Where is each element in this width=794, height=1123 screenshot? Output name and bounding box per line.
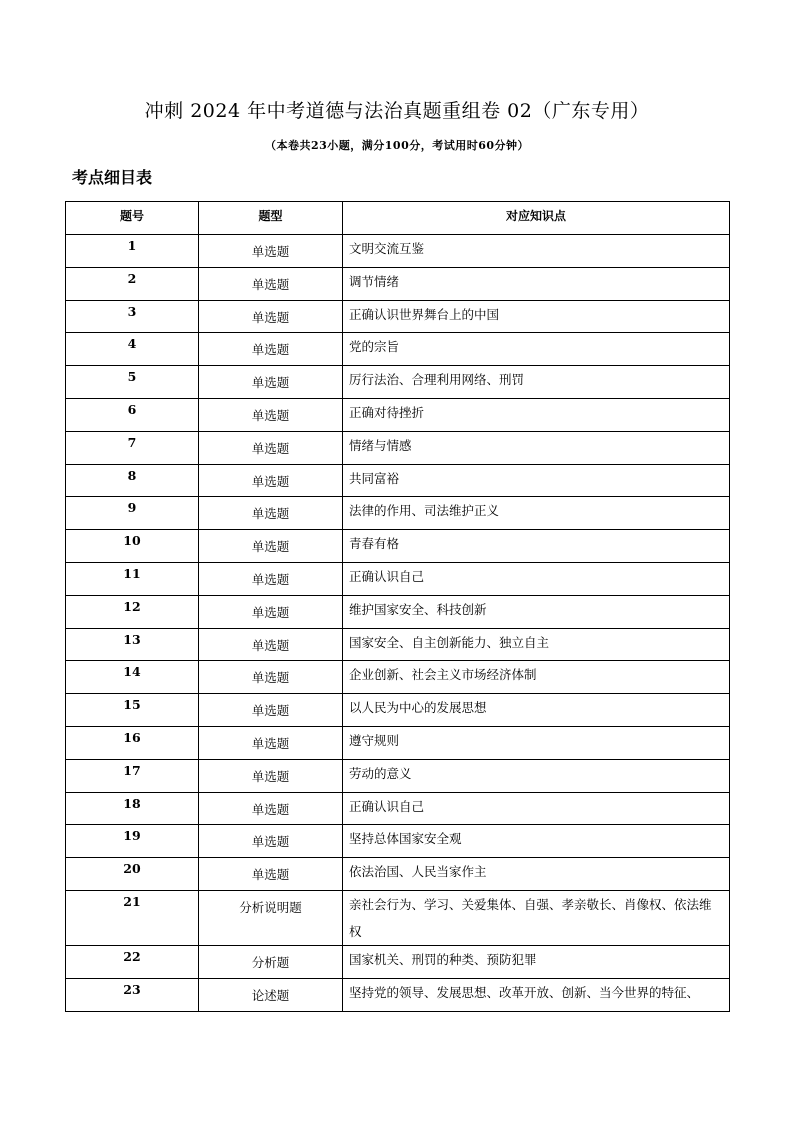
knowledge-point: 正确对待挫折 (343, 398, 730, 431)
table-row (66, 497, 730, 530)
question-number: 13 (66, 628, 199, 661)
table-row (66, 300, 730, 333)
knowledge-point: 正确认识世界舞台上的中国 (343, 300, 730, 333)
knowledge-point: 正确认识自己 (343, 792, 730, 825)
question-number: 14 (66, 661, 199, 694)
question-number: 7 (66, 431, 199, 464)
table-row (66, 267, 730, 300)
header-knowledge-point: 对应知识点 (343, 202, 730, 235)
knowledge-point: 情绪与情感 (343, 431, 730, 464)
table-row (66, 595, 730, 628)
table-row (66, 661, 730, 694)
table-row (66, 431, 730, 464)
knowledge-point: 劳动的意义 (343, 759, 730, 792)
question-type: 单选题 (199, 497, 343, 530)
knowledge-point: 青春有格 (343, 530, 730, 563)
knowledge-point: 以人民为中心的发展思想 (343, 694, 730, 727)
knowledge-point: 国家安全、自主创新能力、独立自主 (343, 628, 730, 661)
question-number: 20 (66, 858, 199, 891)
table-row (66, 825, 730, 858)
question-type: 单选题 (199, 530, 343, 563)
header-question-number: 题号 (66, 202, 199, 235)
page-title: 冲刺 2024 年中考道德与法治真题重组卷 02（广东专用） (144, 100, 650, 122)
question-type: 单选题 (199, 235, 343, 268)
question-number: 11 (66, 562, 199, 595)
question-type: 单选题 (199, 825, 343, 858)
table-row (66, 562, 730, 595)
question-type: 单选题 (199, 694, 343, 727)
question-number: 10 (66, 530, 199, 563)
knowledge-point: 厉行法治、合理利用网络、刑罚 (343, 366, 730, 399)
knowledge-point: 党的宗旨 (343, 333, 730, 366)
section-heading: 考点细目表 (72, 168, 153, 187)
knowledge-point: 文明交流互鉴 (343, 235, 730, 268)
question-type: 单选题 (199, 661, 343, 694)
question-number: 22 (66, 945, 199, 978)
knowledge-point: 坚持党的领导、发展思想、改革开放、创新、当今世界的特征、 (343, 978, 730, 1011)
knowledge-point: 坚持总体国家安全观 (343, 825, 730, 858)
knowledge-point: 调节情绪 (343, 267, 730, 300)
question-type: 单选题 (199, 759, 343, 792)
question-number: 3 (66, 300, 199, 333)
table-row (66, 235, 730, 268)
question-type: 单选题 (199, 858, 343, 891)
question-type: 单选题 (199, 333, 343, 366)
header-question-type: 题型 (199, 202, 343, 235)
table-row (66, 694, 730, 727)
question-number: 17 (66, 759, 199, 792)
question-type: 单选题 (199, 464, 343, 497)
question-number: 2 (66, 267, 199, 300)
question-type: 单选题 (199, 595, 343, 628)
table-row (66, 726, 730, 759)
question-type: 分析题 (199, 945, 343, 978)
knowledge-point-table (65, 201, 730, 1012)
question-number: 4 (66, 333, 199, 366)
question-number: 21 (66, 890, 199, 945)
knowledge-point: 企业创新、社会主义市场经济体制 (343, 661, 730, 694)
question-number: 9 (66, 497, 199, 530)
table-row (66, 366, 730, 399)
question-type: 单选题 (199, 792, 343, 825)
question-number: 12 (66, 595, 199, 628)
table-row (66, 333, 730, 366)
question-type: 单选题 (199, 366, 343, 399)
knowledge-point: 法律的作用、司法维护正义 (343, 497, 730, 530)
question-number: 8 (66, 464, 199, 497)
knowledge-point: 依法治国、人民当家作主 (343, 858, 730, 891)
knowledge-point: 国家机关、刑罚的种类、预防犯罪 (343, 945, 730, 978)
question-type: 单选题 (199, 398, 343, 431)
table-row (66, 858, 730, 891)
table-row (66, 792, 730, 825)
question-number: 5 (66, 366, 199, 399)
question-type: 论述题 (199, 978, 343, 1011)
table-row (66, 530, 730, 563)
question-type: 单选题 (199, 726, 343, 759)
question-type: 单选题 (199, 267, 343, 300)
question-type: 分析说明题 (199, 890, 343, 945)
knowledge-point: 遵守规则 (343, 726, 730, 759)
question-type: 单选题 (199, 628, 343, 661)
knowledge-point: 亲社会行为、学习、关爱集体、自强、孝亲敬长、肖像权、依法维权 (343, 890, 730, 945)
table-row (66, 464, 730, 497)
question-number: 19 (66, 825, 199, 858)
knowledge-point: 维护国家安全、科技创新 (343, 595, 730, 628)
knowledge-point: 共同富裕 (343, 464, 730, 497)
question-number: 1 (66, 235, 199, 268)
page-subtitle: （本卷共23小题，满分100分，考试用时60分钟） (264, 139, 530, 152)
table-row (66, 759, 730, 792)
question-number: 6 (66, 398, 199, 431)
question-number: 23 (66, 978, 199, 1011)
table-row (66, 978, 730, 1011)
table-header-row (66, 202, 730, 235)
table-row (66, 628, 730, 661)
table-row (66, 945, 730, 978)
table-row (66, 890, 730, 945)
question-number: 16 (66, 726, 199, 759)
question-number: 15 (66, 694, 199, 727)
table-row (66, 398, 730, 431)
question-type: 单选题 (199, 431, 343, 464)
question-type: 单选题 (199, 300, 343, 333)
knowledge-point: 正确认识自己 (343, 562, 730, 595)
question-number: 18 (66, 792, 199, 825)
question-type: 单选题 (199, 562, 343, 595)
